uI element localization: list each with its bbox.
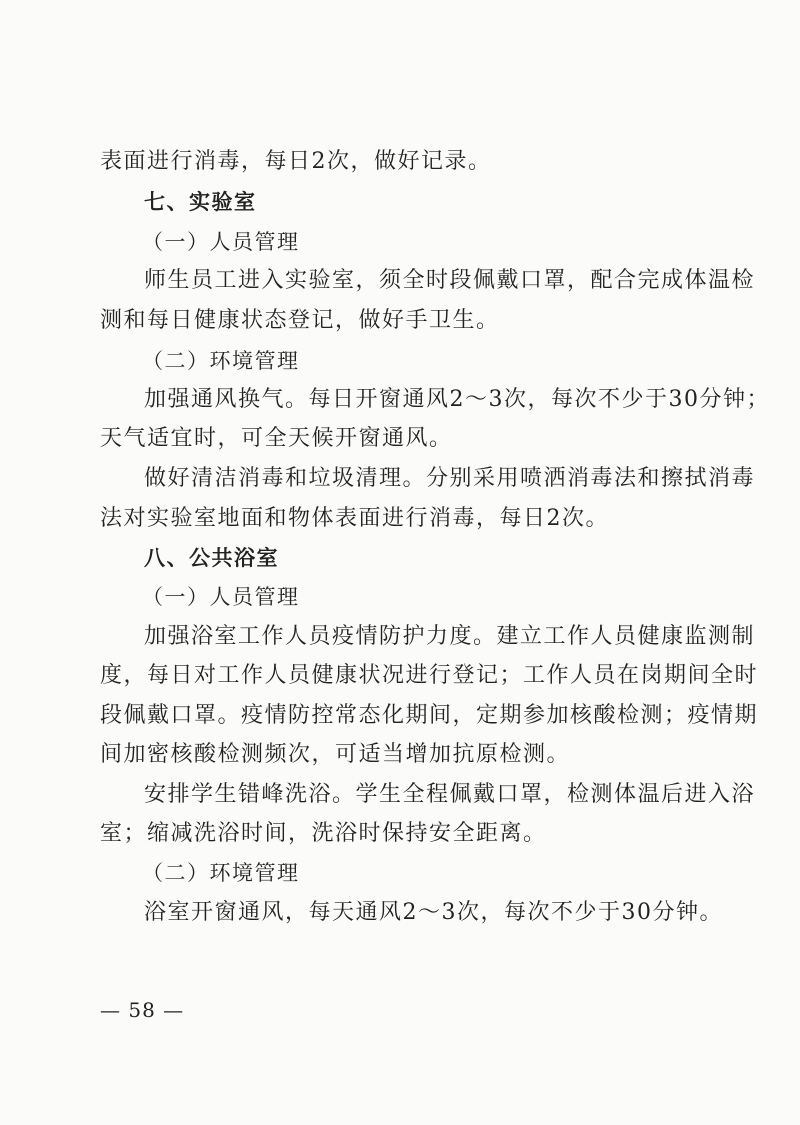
subsection-heading: （一）人员管理 (142, 230, 300, 254)
subsection-heading: （二）环境管理 (142, 861, 300, 885)
section-heading: 八、公共浴室 (144, 546, 279, 570)
body-text-line: 做好清洁消毒和垃圾清理。分别采用喷洒消毒法和擦拭消毒 (144, 466, 756, 491)
body-text-line: 天气适宜时，可全天候开窗通风。 (100, 426, 453, 451)
body-text-line: 测和每日健康状态登记，做好手卫生。 (100, 308, 500, 333)
section-heading: 七、实验室 (144, 190, 257, 214)
subsection-heading: （一）人员管理 (142, 585, 300, 609)
body-text-line: 加强浴室工作人员疫情防护力度。建立工作人员健康监测制 (144, 624, 756, 649)
body-text-line: 师生员工进入实验室，须全时段佩戴口罩，配合完成体温检 (144, 268, 756, 293)
body-text-line: 安排学生错峰洗浴。学生全程佩戴口罩，检测体温后进入浴 (144, 782, 756, 807)
body-text-line: 浴室开窗通风，每天通风2～3次，每次不少于30分钟。 (144, 900, 723, 925)
page-number: — 58 — (100, 998, 185, 1022)
body-text-line: 间加密核酸检测频次，可适当增加抗原检测。 (100, 742, 571, 767)
body-text-line: 度，每日对工作人员健康状况进行登记；工作人员在岗期间全时 (100, 663, 759, 688)
body-text-line: 法对实验室地面和物体表面进行消毒，每日2次。 (100, 506, 609, 531)
body-text-line: 加强通风换气。每日开窗通风2～3次，每次不少于30分钟； (144, 387, 770, 412)
body-text-line: 室；缩减洗浴时间，洗浴时保持安全距离。 (100, 821, 547, 846)
body-text-line: 段佩戴口罩。疫情防控常态化期间，定期参加核酸检测；疫情期 (100, 703, 759, 728)
body-text-line: 表面进行消毒，每日2次，做好记录。 (100, 149, 492, 174)
subsection-heading: （二）环境管理 (142, 349, 300, 373)
